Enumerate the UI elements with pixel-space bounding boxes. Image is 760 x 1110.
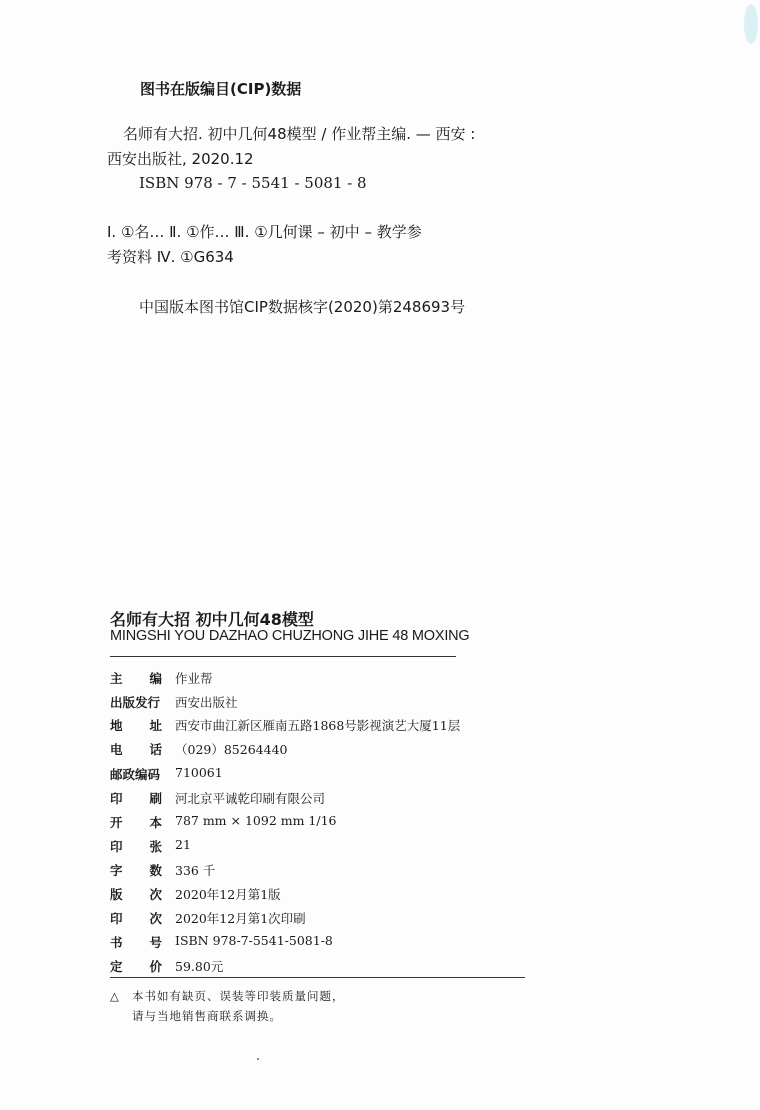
- colophon-value: 作业帮: [175, 671, 213, 686]
- colophon-label-part: 次: [149, 911, 162, 926]
- colophon-label-part: 邮政编码: [110, 767, 161, 782]
- colophon-label: [110, 933, 162, 951]
- colophon-label-part: 本: [149, 815, 162, 830]
- note: [110, 986, 345, 1026]
- scan-dot: [257, 1058, 259, 1060]
- colophon-label-part: 电: [110, 742, 123, 757]
- colophon-label-part: 印: [110, 791, 123, 806]
- colophon-label-part: 话: [149, 742, 162, 757]
- cip-line-5: 考资料 Ⅳ. ①G634: [107, 248, 234, 266]
- cip-heading: 图书在版编目(CIP)数据: [140, 80, 302, 98]
- colophon-value: 2020年12月第1次印刷: [175, 911, 306, 926]
- colophon-label: [110, 740, 162, 758]
- colophon-value: 西安市曲江新区雁南五路1868号影视演艺大厦11层: [175, 718, 461, 733]
- title-rule: [110, 656, 456, 657]
- colophon-value: 710061: [175, 765, 223, 780]
- colophon-label-part: 刷: [149, 791, 162, 806]
- note-line-2: 请与当地销售商联系调换。: [132, 1009, 282, 1023]
- colophon-label: [110, 669, 162, 687]
- triangle-icon: △: [110, 989, 120, 1003]
- colophon-value: ISBN 978-7-5541-5081-8: [175, 933, 333, 948]
- colophon-label: [110, 885, 162, 903]
- colophon-label: [110, 861, 162, 879]
- colophon-label-part: 字: [110, 863, 123, 878]
- colophon-label-part: 编: [149, 671, 162, 686]
- colophon-value: 336 千: [175, 863, 216, 878]
- colophon-label-part: 张: [149, 839, 162, 854]
- colophon-value: 21: [175, 837, 191, 852]
- colophon-label-part: 印: [110, 839, 123, 854]
- colophon-label: [110, 957, 162, 975]
- bottom-rule: [110, 977, 525, 978]
- cip-line-2: 西安出版社, 2020.12: [107, 150, 254, 168]
- colophon-label-part: 印: [110, 911, 123, 926]
- colophon-label-part: 版: [110, 887, 123, 902]
- note-line-1: 本书如有缺页、误装等印装质量问题，: [132, 989, 345, 1003]
- colophon-label: [110, 909, 162, 927]
- colophon-label-part: 价: [149, 959, 162, 974]
- colophon-label-part: 开: [110, 815, 123, 830]
- colophon-label: [110, 765, 162, 783]
- colophon-label-part: 地: [110, 718, 123, 733]
- colophon-label-part: 出版发行: [110, 695, 161, 710]
- colophon-value: 59.80元: [175, 959, 224, 974]
- colophon-value: 西安出版社: [175, 695, 238, 710]
- colophon-label: [110, 693, 162, 711]
- scan-speck: [744, 4, 758, 44]
- colophon-value: 2020年12月第1版: [175, 887, 281, 902]
- cip-line-4: Ⅰ. ①名… Ⅱ. ①作… Ⅲ. ①几何课 – 初中 – 教学参: [107, 223, 422, 241]
- colophon-label-part: 址: [149, 718, 162, 733]
- colophon-label-part: 主: [110, 671, 123, 686]
- cip-record-number: 中国版本图书馆CIP数据核字(2020)第248693号: [139, 298, 466, 316]
- colophon-label-part: 次: [149, 887, 162, 902]
- colophon-label-part: 定: [110, 959, 123, 974]
- cip-isbn: ISBN 978 - 7 - 5541 - 5081 - 8: [139, 174, 367, 192]
- colophon-value: 河北京平诚乾印刷有限公司: [175, 791, 326, 806]
- book-title-pinyin: MINGSHI YOU DAZHAO CHUZHONG JIHE 48 MOXING: [110, 628, 470, 644]
- colophon-value: 787 mm × 1092 mm 1/16: [175, 813, 337, 828]
- colophon-label-part: 书: [110, 935, 123, 950]
- colophon-label: [110, 837, 162, 855]
- book-title: 名师有大招 初中几何48模型: [110, 610, 314, 629]
- colophon-label: [110, 813, 162, 831]
- colophon-label-part: 号: [149, 935, 162, 950]
- colophon-label: [110, 716, 162, 734]
- colophon-label-part: 数: [149, 863, 162, 878]
- cip-line-1: 名师有大招. 初中几何48模型 / 作业帮主编. — 西安 :: [123, 125, 476, 143]
- colophon-label: [110, 789, 162, 807]
- colophon-value: （029）85264440: [175, 742, 288, 757]
